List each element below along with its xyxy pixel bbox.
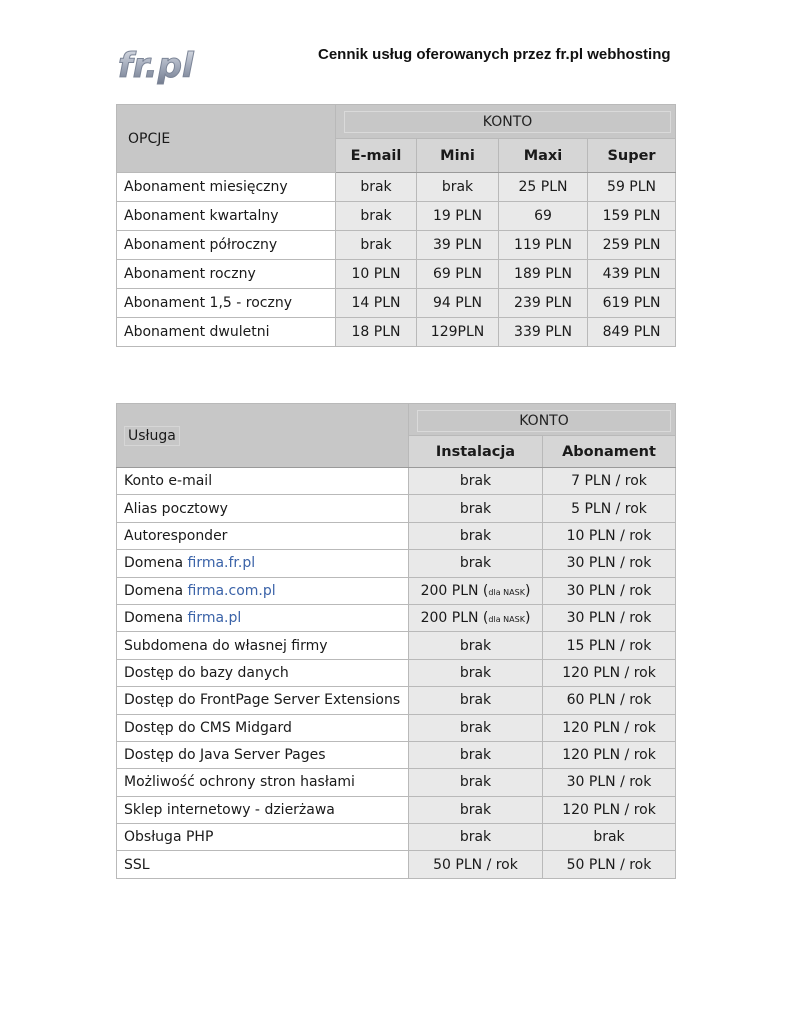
price-value: 50 PLN / rok: [566, 856, 652, 873]
option-label: Abonament roczny: [117, 260, 336, 289]
price-value: brak: [593, 829, 625, 846]
price-cell: [409, 468, 543, 495]
domain-link[interactable]: firma.pl: [187, 610, 242, 627]
konto-label: KONTO: [417, 410, 671, 432]
price-value: brak: [459, 829, 492, 846]
price-value: 30 PLN / rok: [566, 774, 652, 791]
price-cell: 189 PLN: [499, 260, 588, 289]
price-cell: [543, 632, 676, 659]
table-row: [117, 550, 676, 577]
price-cell: 19 PLN: [417, 202, 499, 231]
price-cell: [409, 632, 543, 659]
price-cell: 69 PLN: [417, 260, 499, 289]
price-value: brak: [459, 719, 492, 736]
price-value: 50 PLN / rok: [433, 856, 518, 873]
price-cell: 129PLN: [417, 318, 499, 347]
price-cell: 94 PLN: [417, 289, 499, 318]
table-row: [117, 577, 676, 604]
price-value: 200 PLN (: [420, 610, 489, 627]
table-row: [117, 687, 676, 714]
price-cell: [543, 741, 676, 768]
service-name: SSL: [124, 856, 150, 873]
price-cell: [543, 714, 676, 741]
table-row: [117, 741, 676, 768]
price-cell: [543, 796, 676, 823]
price-value: 10 PLN / rok: [566, 527, 652, 544]
price-cell: [543, 659, 676, 686]
price-cell: [543, 522, 676, 549]
price-value: 30 PLN / rok: [566, 555, 652, 572]
table-row: [117, 202, 676, 231]
service-name: Domena: [124, 610, 188, 627]
service-label: [117, 714, 409, 741]
price-cell: 39 PLN: [417, 231, 499, 260]
logo-graphic: [116, 44, 200, 88]
price-cell: [409, 604, 543, 631]
service-name: Subdomena do własnej firmy: [124, 637, 328, 654]
price-value: brak: [459, 747, 492, 764]
price-value: 120 PLN / rok: [562, 747, 656, 764]
price-cell: 18 PLN: [336, 318, 417, 347]
price-value: brak: [459, 500, 492, 517]
price-cell: 439 PLN: [588, 260, 676, 289]
table-row: [117, 318, 676, 347]
table-row: [117, 173, 676, 202]
price-cell: 849 PLN: [588, 318, 676, 347]
note-close: ): [524, 582, 531, 599]
service-name: Domena: [124, 582, 188, 599]
price-cell: 10 PLN: [336, 260, 417, 289]
price-cell: [409, 851, 543, 878]
price-cell: [543, 769, 676, 796]
option-label: Abonament kwartalny: [117, 202, 336, 231]
price-cell: brak: [336, 231, 417, 260]
table-row: [117, 659, 676, 686]
price-value: brak: [459, 473, 492, 490]
price-cell: 14 PLN: [336, 289, 417, 318]
opcje-header: OPCJE: [117, 105, 336, 173]
option-label: Abonament półroczny: [117, 231, 336, 260]
price-cell: [409, 495, 543, 522]
column-header: Mini: [417, 139, 499, 173]
table-row: [117, 231, 676, 260]
price-cell: [543, 577, 676, 604]
column-header: Maxi: [499, 139, 588, 173]
service-label: [117, 796, 409, 823]
nask-note: dla NASK: [488, 615, 525, 625]
service-label: [117, 550, 409, 577]
price-cell: 59 PLN: [588, 173, 676, 202]
service-name: Możliwość ochrony stron hasłami: [124, 774, 355, 791]
price-value: brak: [459, 692, 492, 709]
price-value: brak: [459, 527, 492, 544]
service-label: [117, 659, 409, 686]
price-cell: 159 PLN: [588, 202, 676, 231]
option-label: Abonament dwuletni: [117, 318, 336, 347]
price-cell: 239 PLN: [499, 289, 588, 318]
price-value: 7 PLN / rok: [571, 473, 647, 490]
price-value: 200 PLN (: [420, 582, 489, 599]
fr-pl-logo: [116, 44, 200, 88]
service-label: [117, 687, 409, 714]
price-cell: 619 PLN: [588, 289, 676, 318]
price-cell: [543, 495, 676, 522]
service-name: Dostęp do CMS Midgard: [124, 719, 292, 736]
column-header: Abonament: [543, 436, 676, 468]
price-cell: [409, 714, 543, 741]
table-row: [117, 851, 676, 878]
price-value: 120 PLN / rok: [562, 719, 656, 736]
price-value: 5 PLN / rok: [571, 500, 647, 517]
price-value: 120 PLN / rok: [562, 801, 656, 818]
services-table: [116, 403, 676, 879]
price-cell: 259 PLN: [588, 231, 676, 260]
price-value: 30 PLN / rok: [566, 610, 652, 627]
usluga-header: [117, 404, 409, 468]
domain-link[interactable]: firma.fr.pl: [187, 555, 256, 572]
note-close: ): [524, 610, 531, 627]
service-name: Dostęp do Java Server Pages: [124, 747, 326, 764]
price-cell: [543, 604, 676, 631]
service-label: [117, 604, 409, 631]
table-row: [117, 604, 676, 631]
price-cell: [409, 577, 543, 604]
service-label: [117, 769, 409, 796]
price-cell: [409, 659, 543, 686]
price-cell: [409, 741, 543, 768]
konto-group-header: [409, 404, 676, 436]
price-cell: 69: [499, 202, 588, 231]
price-cell: brak: [336, 173, 417, 202]
table-row: [117, 632, 676, 659]
service-name: Obsługa PHP: [124, 829, 214, 846]
price-value: brak: [459, 801, 492, 818]
document-title: Cennik usług oferowanych przez fr.pl webhosting: [318, 46, 671, 63]
logo-text: fr.pl: [118, 46, 194, 86]
table-row: [117, 769, 676, 796]
usluga-label: Usługa: [124, 426, 180, 446]
service-label: [117, 522, 409, 549]
service-name: Dostęp do bazy danych: [124, 664, 289, 681]
price-cell: 119 PLN: [499, 231, 588, 260]
table-row: [117, 495, 676, 522]
price-cell: [409, 824, 543, 851]
price-cell: [543, 687, 676, 714]
price-cell: 339 PLN: [499, 318, 588, 347]
service-label: [117, 824, 409, 851]
konto-group-header: [336, 105, 676, 139]
service-name: Sklep internetowy - dzierżawa: [124, 801, 335, 818]
table-row: [117, 468, 676, 495]
table-row: [117, 522, 676, 549]
service-label: [117, 851, 409, 878]
price-value: brak: [459, 774, 492, 791]
price-cell: brak: [417, 173, 499, 202]
price-value: brak: [459, 664, 492, 681]
column-header: E-mail: [336, 139, 417, 173]
nask-note: dla NASK: [488, 587, 525, 597]
option-label: Abonament miesięczny: [117, 173, 336, 202]
service-label: [117, 741, 409, 768]
price-value: brak: [459, 637, 492, 654]
domain-link[interactable]: firma.com.pl: [187, 582, 276, 599]
service-name: Konto e-mail: [124, 473, 213, 490]
price-value: 15 PLN / rok: [566, 637, 652, 654]
table-row: [117, 289, 676, 318]
price-cell: [409, 796, 543, 823]
price-cell: [409, 550, 543, 577]
price-value: 60 PLN / rok: [566, 692, 652, 709]
column-header: Super: [588, 139, 676, 173]
table-row: [117, 260, 676, 289]
price-cell: 25 PLN: [499, 173, 588, 202]
price-cell: [543, 550, 676, 577]
column-header: Instalacja: [409, 436, 543, 468]
service-name: Alias pocztowy: [124, 500, 228, 517]
table-row: [117, 714, 676, 741]
service-label: [117, 468, 409, 495]
price-value: 30 PLN / rok: [566, 582, 652, 599]
price-value: brak: [459, 555, 492, 572]
price-value: 120 PLN / rok: [562, 664, 656, 681]
account-options-table: [116, 104, 676, 347]
service-name: Autoresponder: [124, 527, 228, 544]
price-cell: [409, 687, 543, 714]
price-cell: [543, 468, 676, 495]
service-name: Domena: [124, 555, 188, 572]
service-label: [117, 632, 409, 659]
service-name: Dostęp do FrontPage Server Extensions: [124, 692, 401, 709]
price-cell: brak: [336, 202, 417, 231]
price-cell: [543, 824, 676, 851]
option-label: Abonament 1,5 - roczny: [117, 289, 336, 318]
price-cell: [543, 851, 676, 878]
table-row: [117, 796, 676, 823]
konto-label: KONTO: [344, 111, 671, 133]
price-cell: [409, 769, 543, 796]
table-row: [117, 824, 676, 851]
service-label: [117, 495, 409, 522]
service-label: [117, 577, 409, 604]
price-cell: [409, 522, 543, 549]
